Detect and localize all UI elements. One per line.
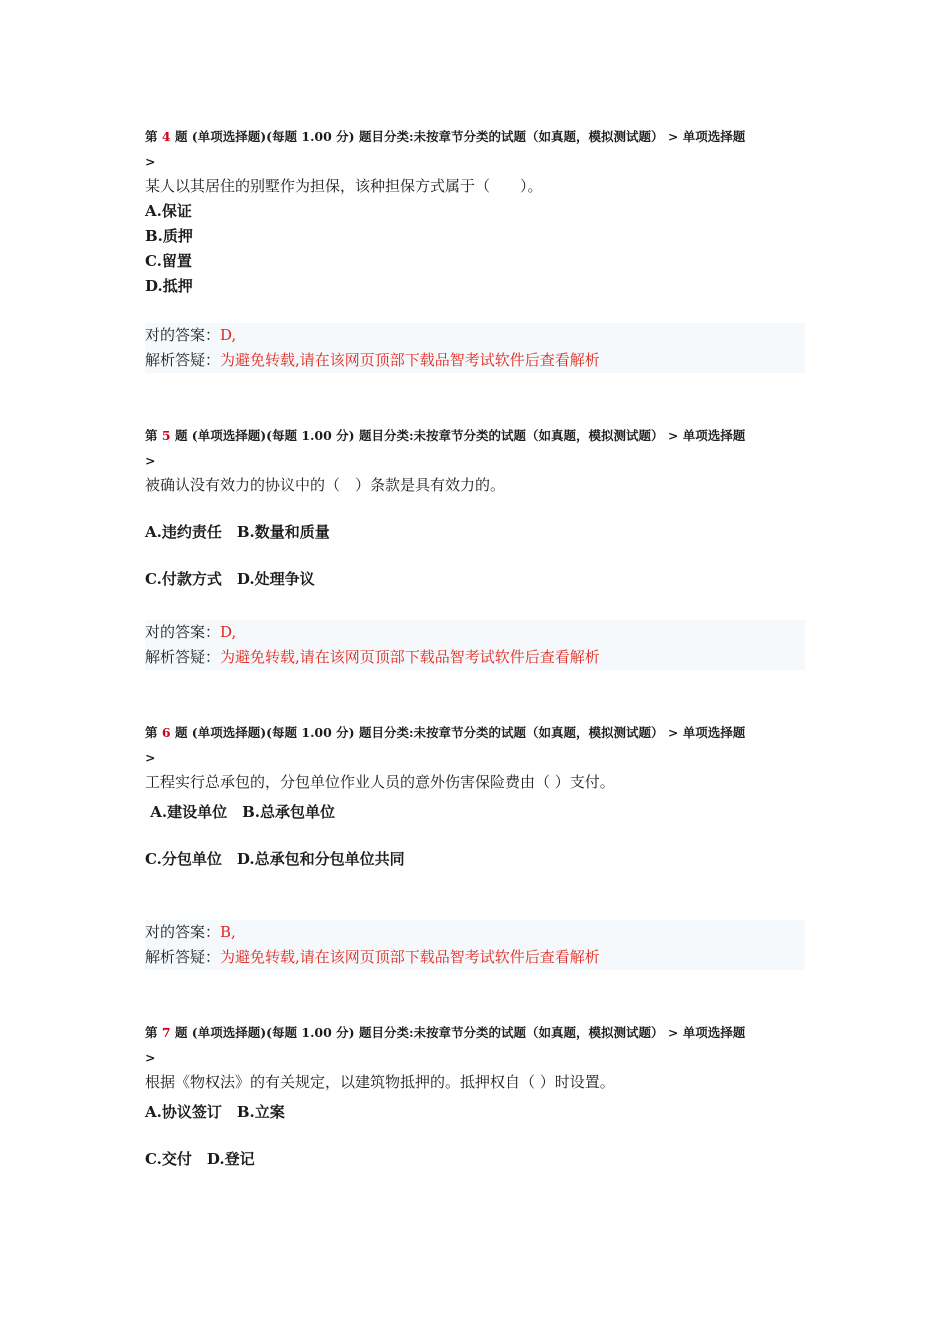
header-prefix: 第	[145, 428, 158, 443]
option-line-cd: C.付款方式 D.处理争议	[145, 570, 315, 588]
option-a: A.保证	[145, 202, 192, 220]
header-text: 题 (单项选择题)(每题 1.00 分) 题目分类:未按章节分类的试题（如真题，模拟测试题） > 单项选择题	[174, 428, 746, 443]
option-line-cd: C.交付 D.登记	[145, 1150, 255, 1168]
question-header	[145, 124, 805, 149]
option-line-ab: A.协议签订 B.立案	[145, 1103, 285, 1121]
question-5	[145, 423, 805, 592]
question-number: 5	[161, 428, 171, 443]
correct-answer-value: B,	[220, 923, 236, 941]
header-prefix: 第	[145, 725, 158, 740]
correct-answer-value: D,	[220, 326, 237, 344]
header-tail: >	[145, 453, 156, 468]
option-line-ab: A.建设单位 B.总承包单位	[145, 803, 335, 821]
explanation-line	[145, 645, 805, 670]
explanation-line	[145, 348, 805, 373]
correct-answer-label: 对的答案：	[145, 923, 221, 941]
question-number: 6	[161, 725, 171, 740]
explanation-value: 为避免转载,请在该网页顶部下载品智考试软件后查看解析	[220, 948, 600, 966]
header-text: 题 (单项选择题)(每题 1.00 分) 题目分类:未按章节分类的试题（如真题，模拟测试题） > 单项选择题	[174, 725, 746, 740]
explanation-value: 为避免转载,请在该网页顶部下载品智考试软件后查看解析	[220, 351, 600, 369]
correct-answer-label: 对的答案：	[145, 623, 221, 641]
correct-answer-line	[145, 920, 805, 945]
question-6	[145, 720, 805, 872]
question-text: 被确认没有效力的协议中的（ ）条款是具有效力的。	[145, 476, 506, 494]
header-tail: >	[145, 750, 156, 765]
question-text: 工程实行总承包的，分包单位作业人员的意外伤害保险费由（ ）支付。	[145, 773, 615, 791]
option-c: C.留置	[145, 252, 192, 270]
question-4	[145, 124, 805, 299]
header-text: 题 (单项选择题)(每题 1.00 分) 题目分类:未按章节分类的试题（如真题，模拟测试题） > 单项选择题	[174, 129, 746, 144]
explanation-label: 解析答疑：	[145, 351, 221, 369]
correct-answer-line	[145, 620, 805, 645]
header-tail: >	[145, 1050, 156, 1065]
correct-answer-value: D,	[220, 623, 237, 641]
question-text: 某人以其居住的别墅作为担保，该种担保方式属于（ ）。	[145, 177, 543, 195]
correct-answer-label: 对的答案：	[145, 326, 221, 344]
question-number: 4	[161, 129, 171, 144]
explanation-label: 解析答疑：	[145, 648, 221, 666]
answer-box-5	[145, 620, 805, 670]
header-text: 题 (单项选择题)(每题 1.00 分) 题目分类:未按章节分类的试题（如真题，模拟测试题） > 单项选择题	[174, 1025, 746, 1040]
option-b: B.质押	[145, 227, 193, 245]
answer-box-4	[145, 323, 805, 373]
explanation-line	[145, 945, 805, 970]
question-text: 根据《物权法》的有关规定，以建筑物抵押的。抵押权自（ ）时设置。	[145, 1073, 615, 1091]
header-prefix: 第	[145, 129, 158, 144]
question-number: 7	[161, 1025, 171, 1040]
question-header	[145, 423, 805, 448]
answer-box-6	[145, 920, 805, 970]
explanation-value: 为避免转载,请在该网页顶部下载品智考试软件后查看解析	[220, 648, 600, 666]
header-prefix: 第	[145, 1025, 158, 1040]
header-tail: >	[145, 154, 156, 169]
question-header	[145, 720, 805, 745]
option-line-cd: C.分包单位 D.总承包和分包单位共同	[145, 850, 405, 868]
option-d: D.抵押	[145, 277, 193, 295]
question-7	[145, 1020, 805, 1172]
question-header	[145, 1020, 805, 1045]
option-line-ab: A.违约责任 B.数量和质量	[145, 523, 330, 541]
explanation-label: 解析答疑：	[145, 948, 221, 966]
correct-answer-line	[145, 323, 805, 348]
